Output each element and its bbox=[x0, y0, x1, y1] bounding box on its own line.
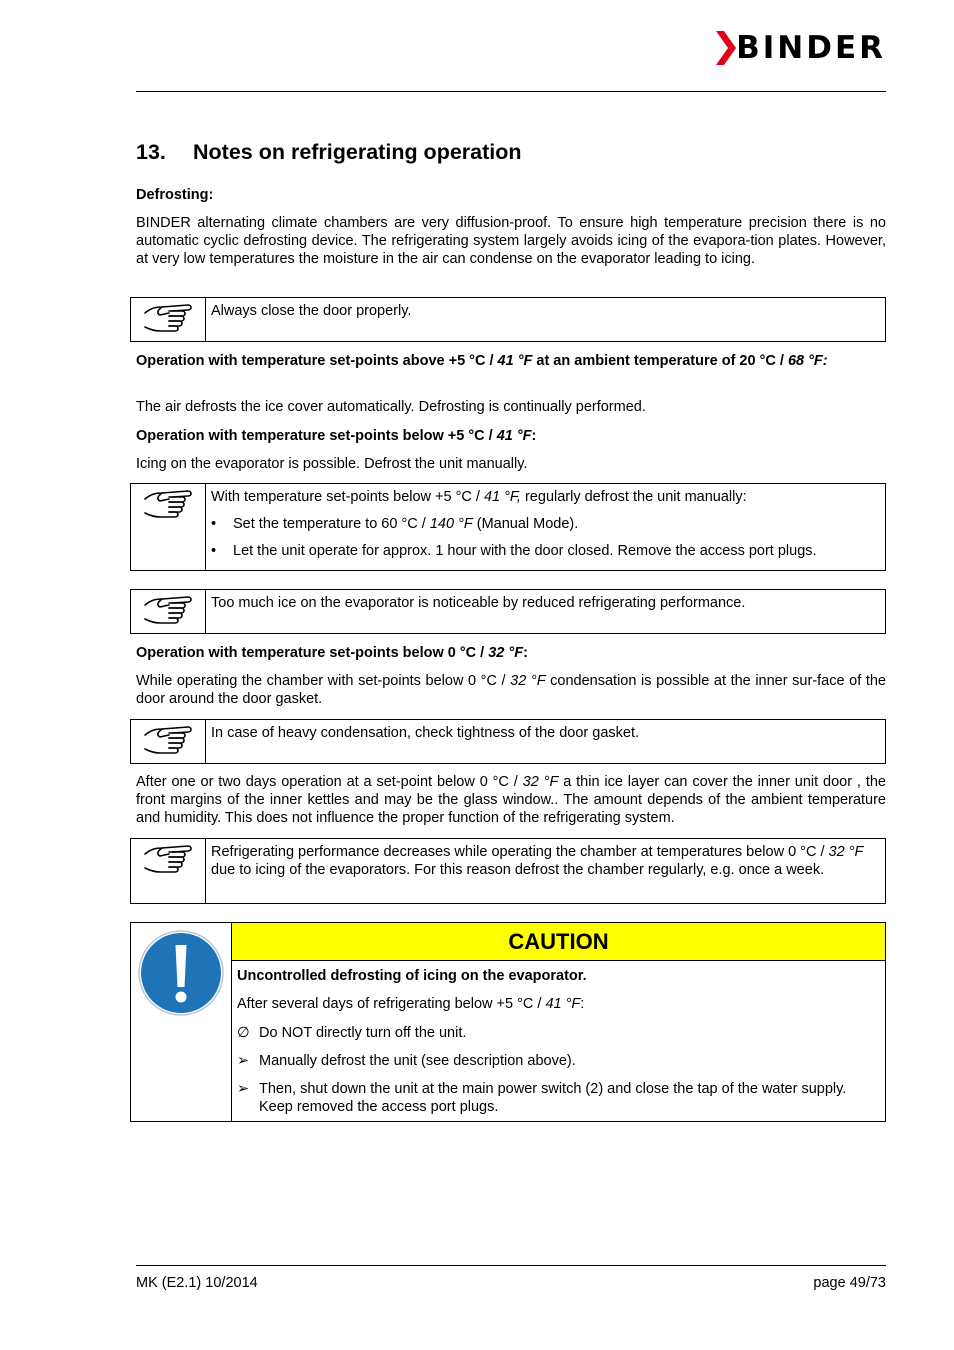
note-hand-icon bbox=[131, 839, 206, 903]
prohibited-icon: ∅ bbox=[237, 1025, 250, 1041]
note-hand-icon bbox=[131, 298, 206, 341]
arrow-bullet-icon: ➢ bbox=[237, 1053, 250, 1069]
arrow-bullet-icon: ➢ bbox=[237, 1081, 250, 1097]
list-item: ➢ Then, shut down the unit at the main power switch (2) and close the tap of the water supply. Keep removed the access port plugs. bbox=[237, 1081, 847, 1115]
note5-text: Refrigerating performance decreases while operating the chamber at temperatures below 0 °C / 32 °F due to icing of the evaporators. For this reason defrost the chamber regularly, e.g. once a week. bbox=[211, 844, 864, 878]
page-title bbox=[136, 140, 522, 165]
bullet-icon: • bbox=[211, 543, 217, 559]
caution-box bbox=[130, 922, 886, 1122]
note-box-performance bbox=[130, 838, 886, 904]
binder-chevron-icon bbox=[714, 31, 736, 65]
note-box-close-door bbox=[130, 297, 886, 342]
binder-logo bbox=[714, 30, 886, 66]
list-item: • Let the unit operate for approx. 1 hour with the door closed. Remove the access port plugs. bbox=[211, 543, 817, 559]
caution-heading: Uncontrolled defrosting of icing on the evaporator. bbox=[237, 968, 587, 984]
warning-exclamation-icon bbox=[131, 923, 232, 1121]
section-number: 13. bbox=[136, 140, 166, 164]
note-hand-icon bbox=[131, 484, 206, 570]
note-hand-icon bbox=[131, 720, 206, 763]
note2-content bbox=[206, 484, 885, 570]
note-box-condensation bbox=[130, 719, 886, 764]
note4-text: In case of heavy condensation, check tightness of the door gasket. bbox=[211, 725, 640, 741]
list-item: • Set the temperature to 60 °C / 140 °F (Manual Mode). bbox=[211, 516, 579, 532]
defrosting-label: Defrosting: bbox=[136, 187, 214, 203]
note-box-too-much-ice bbox=[130, 589, 886, 634]
after-days-paragraph: After one or two days operation at a set-point below 0 °C / 32 °F a thin ice layer can cover the inner unit door , the front margins of the inner kettles and may be the glass window.. The amount depends of the ambient temperature and humidity. This does not influence the proper function of the refrigerating system. bbox=[136, 774, 886, 826]
caution-line: After several days of refrigerating below +5 °C / 41 °F: bbox=[237, 996, 585, 1012]
footer-doc-id: MK (E2.1) 10/2014 bbox=[136, 1275, 258, 1291]
op-below0-heading: Operation with temperature set-points below 0 °C / 32 °F: bbox=[136, 645, 528, 661]
logo-text: BINDER bbox=[736, 30, 886, 66]
note2-intro: With temperature set-points below +5 °C / 41 °F, regularly defrost the unit manually: bbox=[211, 489, 747, 505]
caution-title: CAUTION bbox=[232, 923, 885, 961]
op-below5-text: Icing on the evaporator is possible. Defrost the unit manually. bbox=[136, 456, 528, 472]
footer-divider bbox=[136, 1265, 886, 1266]
op-above-text: The air defrosts the ice cover automatically. Defrosting is continually performed. bbox=[136, 399, 646, 415]
op-above-heading: Operation with temperature set-points above +5 °C / 41 °F at an ambient temperature of 20 °C / 68 °F: bbox=[136, 353, 828, 369]
list-item: ∅ Do NOT directly turn off the unit. bbox=[237, 1025, 467, 1041]
op-below0-text: While operating the chamber with set-points below 0 °C / 32 °F condensation is possible at the inner sur-face of the door around the door gasket. bbox=[136, 673, 886, 707]
note-hand-icon bbox=[131, 590, 206, 633]
note3-text: Too much ice on the evaporator is noticeable by reduced refrigerating performance. bbox=[211, 595, 746, 611]
note-box-manual-defrost bbox=[130, 483, 886, 571]
footer-page-number: page 49/73 bbox=[813, 1275, 886, 1291]
header-divider bbox=[136, 91, 886, 92]
bullet-icon: • bbox=[211, 516, 217, 532]
op-below5-heading: Operation with temperature set-points below +5 °C / 41 °F: bbox=[136, 428, 537, 444]
note1-text: Always close the door properly. bbox=[211, 303, 412, 319]
section-title: Notes on refrigerating operation bbox=[193, 140, 522, 164]
list-item: ➢ Manually defrost the unit (see description above). bbox=[237, 1053, 576, 1069]
intro-paragraph: BINDER alternating climate chambers are very diffusion-proof. To ensure high temperature precision there is no automatic cyclic defrosting device. The refrigerating system largely avoids icing of the evapora-tion plates. However, at very low temperatures the moisture in the air can condense on the evaporator leading to icing. bbox=[136, 215, 886, 267]
